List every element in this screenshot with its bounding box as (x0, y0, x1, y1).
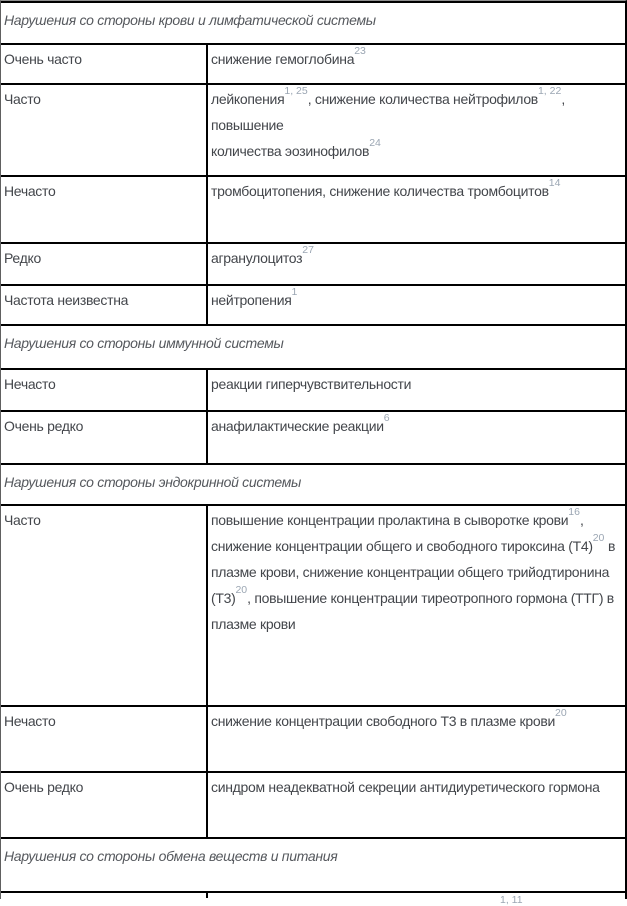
footnote-ref[interactable]: 20 (235, 583, 248, 596)
footnote-ref[interactable]: 1, 22 (537, 84, 562, 97)
clipped-footnote-ref[interactable]: 1, 11 (500, 894, 523, 906)
frequency-cell: Частота неизвестна (1, 286, 208, 324)
table-row (1, 242, 625, 284)
table-row (1, 368, 625, 410)
frequency-cell: Нечасто (1, 177, 208, 242)
reaction-cell: тромбоцитопения, снижение количества тромбоцитов$^{14}$ (211, 176, 561, 199)
footnote-ref[interactable]: 20 (592, 531, 605, 544)
section-header-row (1, 837, 625, 891)
frequency-cell: Очень часто (1, 45, 208, 83)
section-title: Нарушения со стороны иммунной системы (4, 335, 284, 351)
footnote-ref[interactable]: 24 (369, 136, 381, 149)
frequency-cell: Нечасто (1, 370, 208, 410)
reaction-cell (208, 893, 625, 898)
table-row (1, 43, 625, 83)
table-row (1, 771, 625, 837)
reaction-cell: синдром неадекватной секреции антидиуретического гормона (211, 779, 600, 795)
footnote-ref[interactable]: 20 (554, 706, 567, 719)
table-row (1, 891, 625, 898)
table-row (1, 410, 625, 463)
footnote-ref[interactable]: 23 (354, 44, 366, 57)
footnote-ref[interactable]: 14 (548, 176, 561, 189)
reaction-cell: повышение концентрации пролактина в сыворотке крови$^{16}$, снижение концентрации общего и свободного тироксина $(Т4)^{20}$ в плазме крови, снижение концентрации общего трийодтиронина $(Т3)^{20}$, повышение концентрации тиреотропного гормона (ТТГ) в плазме крови (211, 505, 616, 632)
reaction-cell: лейкопения$^{1, 25}$, снижение количества нейтрофилов$^{1, 22}$, повышение количества эозинофилов$^{24}$ (211, 84, 565, 159)
frequency-cell: Часто (1, 85, 208, 175)
footnote-ref[interactable]: 16 (568, 505, 580, 518)
reaction-cell: снижение концентрации свободного Т3 в плазме крови$^{20}$ (211, 706, 567, 729)
frequency-cell (1, 893, 208, 898)
frequency-cell: Часто (1, 506, 208, 705)
footnote-ref[interactable]: 1, 25 (284, 84, 308, 97)
reaction-cell: реакции гиперчувствительности (211, 376, 412, 392)
section-header-row (1, 1, 625, 43)
reaction-cell: анафилактические реакции$^6$ (211, 411, 390, 434)
reaction-cell: снижение гемоглобина$^{23}$ (211, 44, 366, 67)
table-row (1, 83, 625, 175)
section-header-row (1, 324, 625, 368)
frequency-cell: Очень редко (1, 412, 208, 463)
frequency-cell: Нечасто (1, 707, 208, 771)
frequency-cell: Редко (1, 244, 208, 284)
section-header-row (1, 463, 625, 504)
reaction-cell: агранулоцитоз$^{27}$ (211, 243, 314, 266)
table-row (1, 504, 625, 705)
footnote-ref[interactable]: 27 (302, 243, 314, 256)
table-row (1, 175, 625, 242)
section-title: Нарушения со стороны крови и лимфатической системы (4, 12, 376, 28)
table-row (1, 284, 625, 324)
table-row (1, 705, 625, 771)
reaction-cell: нейтропения$^1$ (211, 285, 298, 308)
footnote-ref[interactable]: 1 (291, 285, 298, 298)
footnote-ref[interactable]: 6 (383, 411, 390, 424)
frequency-cell: Очень редко (1, 773, 208, 837)
section-title: Нарушения со стороны обмена веществ и питания (4, 848, 338, 864)
section-title: Нарушения со стороны эндокринной системы (4, 474, 302, 490)
